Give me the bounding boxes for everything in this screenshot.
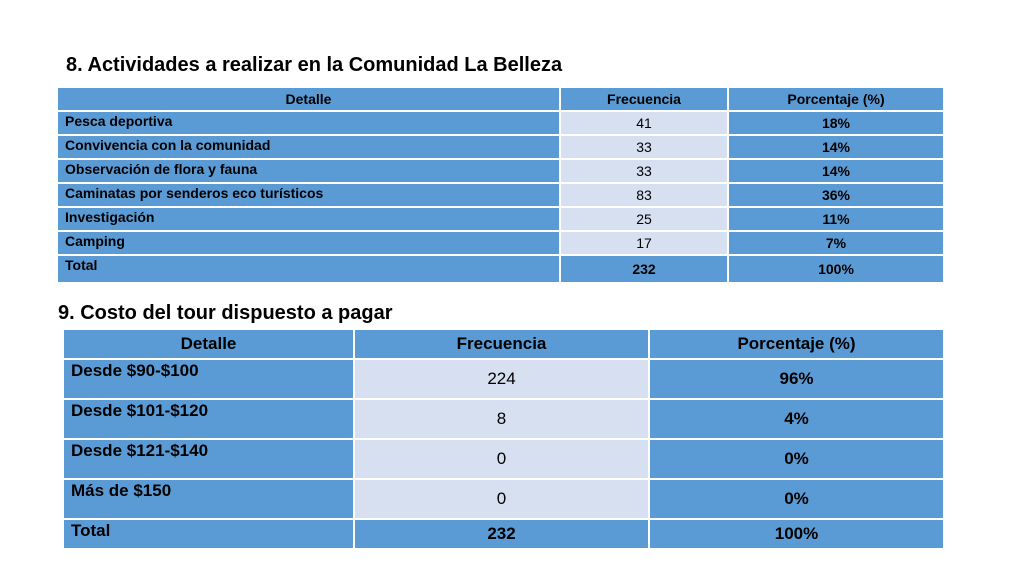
cell-detalle: Desde $121-$140 — [63, 439, 354, 479]
table-row — [57, 183, 944, 207]
cell-porcentaje: 18% — [728, 111, 944, 135]
cell-detalle: Camping — [57, 231, 560, 255]
cell-detalle: Convivencia con la comunidad — [57, 135, 560, 159]
cell-detalle: Investigación — [57, 207, 560, 231]
table-row — [57, 231, 944, 255]
cell-frecuencia: 83 — [560, 183, 728, 207]
total-frecuencia: 232 — [354, 519, 649, 549]
cell-porcentaje: 0% — [649, 439, 944, 479]
cell-frecuencia: 8 — [354, 399, 649, 439]
table-row — [57, 159, 944, 183]
table-header-row — [63, 329, 944, 359]
cell-porcentaje: 7% — [728, 231, 944, 255]
column-header-porcentaje: Porcentaje (%) — [728, 87, 944, 111]
column-header-detalle: Detalle — [63, 329, 354, 359]
cell-frecuencia: 0 — [354, 439, 649, 479]
cell-detalle: Pesca deportiva — [57, 111, 560, 135]
cell-porcentaje: 14% — [728, 135, 944, 159]
activities-table — [56, 86, 945, 284]
table-row — [57, 207, 944, 231]
table-row — [57, 111, 944, 135]
cell-detalle: Caminatas por senderos eco turísticos — [57, 183, 560, 207]
total-porcentaje: 100% — [649, 519, 944, 549]
total-label: Total — [63, 519, 354, 549]
total-frecuencia: 232 — [560, 255, 728, 283]
cell-porcentaje: 11% — [728, 207, 944, 231]
cell-frecuencia: 41 — [560, 111, 728, 135]
section-title-activities: 8. Actividades a realizar en la Comunidad La Belleza — [66, 54, 563, 76]
table-row — [57, 135, 944, 159]
total-label: Total — [57, 255, 560, 283]
cell-detalle: Desde $101-$120 — [63, 399, 354, 439]
cell-porcentaje: 36% — [728, 183, 944, 207]
table-row — [63, 439, 944, 479]
section-title-tour-cost: 9. Costo del tour dispuesto a pagar — [58, 302, 393, 324]
tour-cost-table — [62, 328, 945, 550]
cell-porcentaje: 14% — [728, 159, 944, 183]
column-header-detalle: Detalle — [57, 87, 560, 111]
cell-frecuencia: 33 — [560, 135, 728, 159]
cell-detalle: Más de $150 — [63, 479, 354, 519]
column-header-porcentaje: Porcentaje (%) — [649, 329, 944, 359]
cell-porcentaje: 0% — [649, 479, 944, 519]
cell-porcentaje: 96% — [649, 359, 944, 399]
table-row — [63, 399, 944, 439]
table-row — [63, 359, 944, 399]
cell-frecuencia: 0 — [354, 479, 649, 519]
table-total-row — [63, 519, 944, 549]
cell-porcentaje: 4% — [649, 399, 944, 439]
cell-frecuencia: 17 — [560, 231, 728, 255]
cell-frecuencia: 25 — [560, 207, 728, 231]
table-row — [63, 479, 944, 519]
cell-frecuencia: 224 — [354, 359, 649, 399]
cell-detalle: Observación de flora y fauna — [57, 159, 560, 183]
cell-detalle: Desde $90-$100 — [63, 359, 354, 399]
table-total-row — [57, 255, 944, 283]
cell-frecuencia: 33 — [560, 159, 728, 183]
column-header-frecuencia: Frecuencia — [560, 87, 728, 111]
column-header-frecuencia: Frecuencia — [354, 329, 649, 359]
total-porcentaje: 100% — [728, 255, 944, 283]
table-header-row — [57, 87, 944, 111]
